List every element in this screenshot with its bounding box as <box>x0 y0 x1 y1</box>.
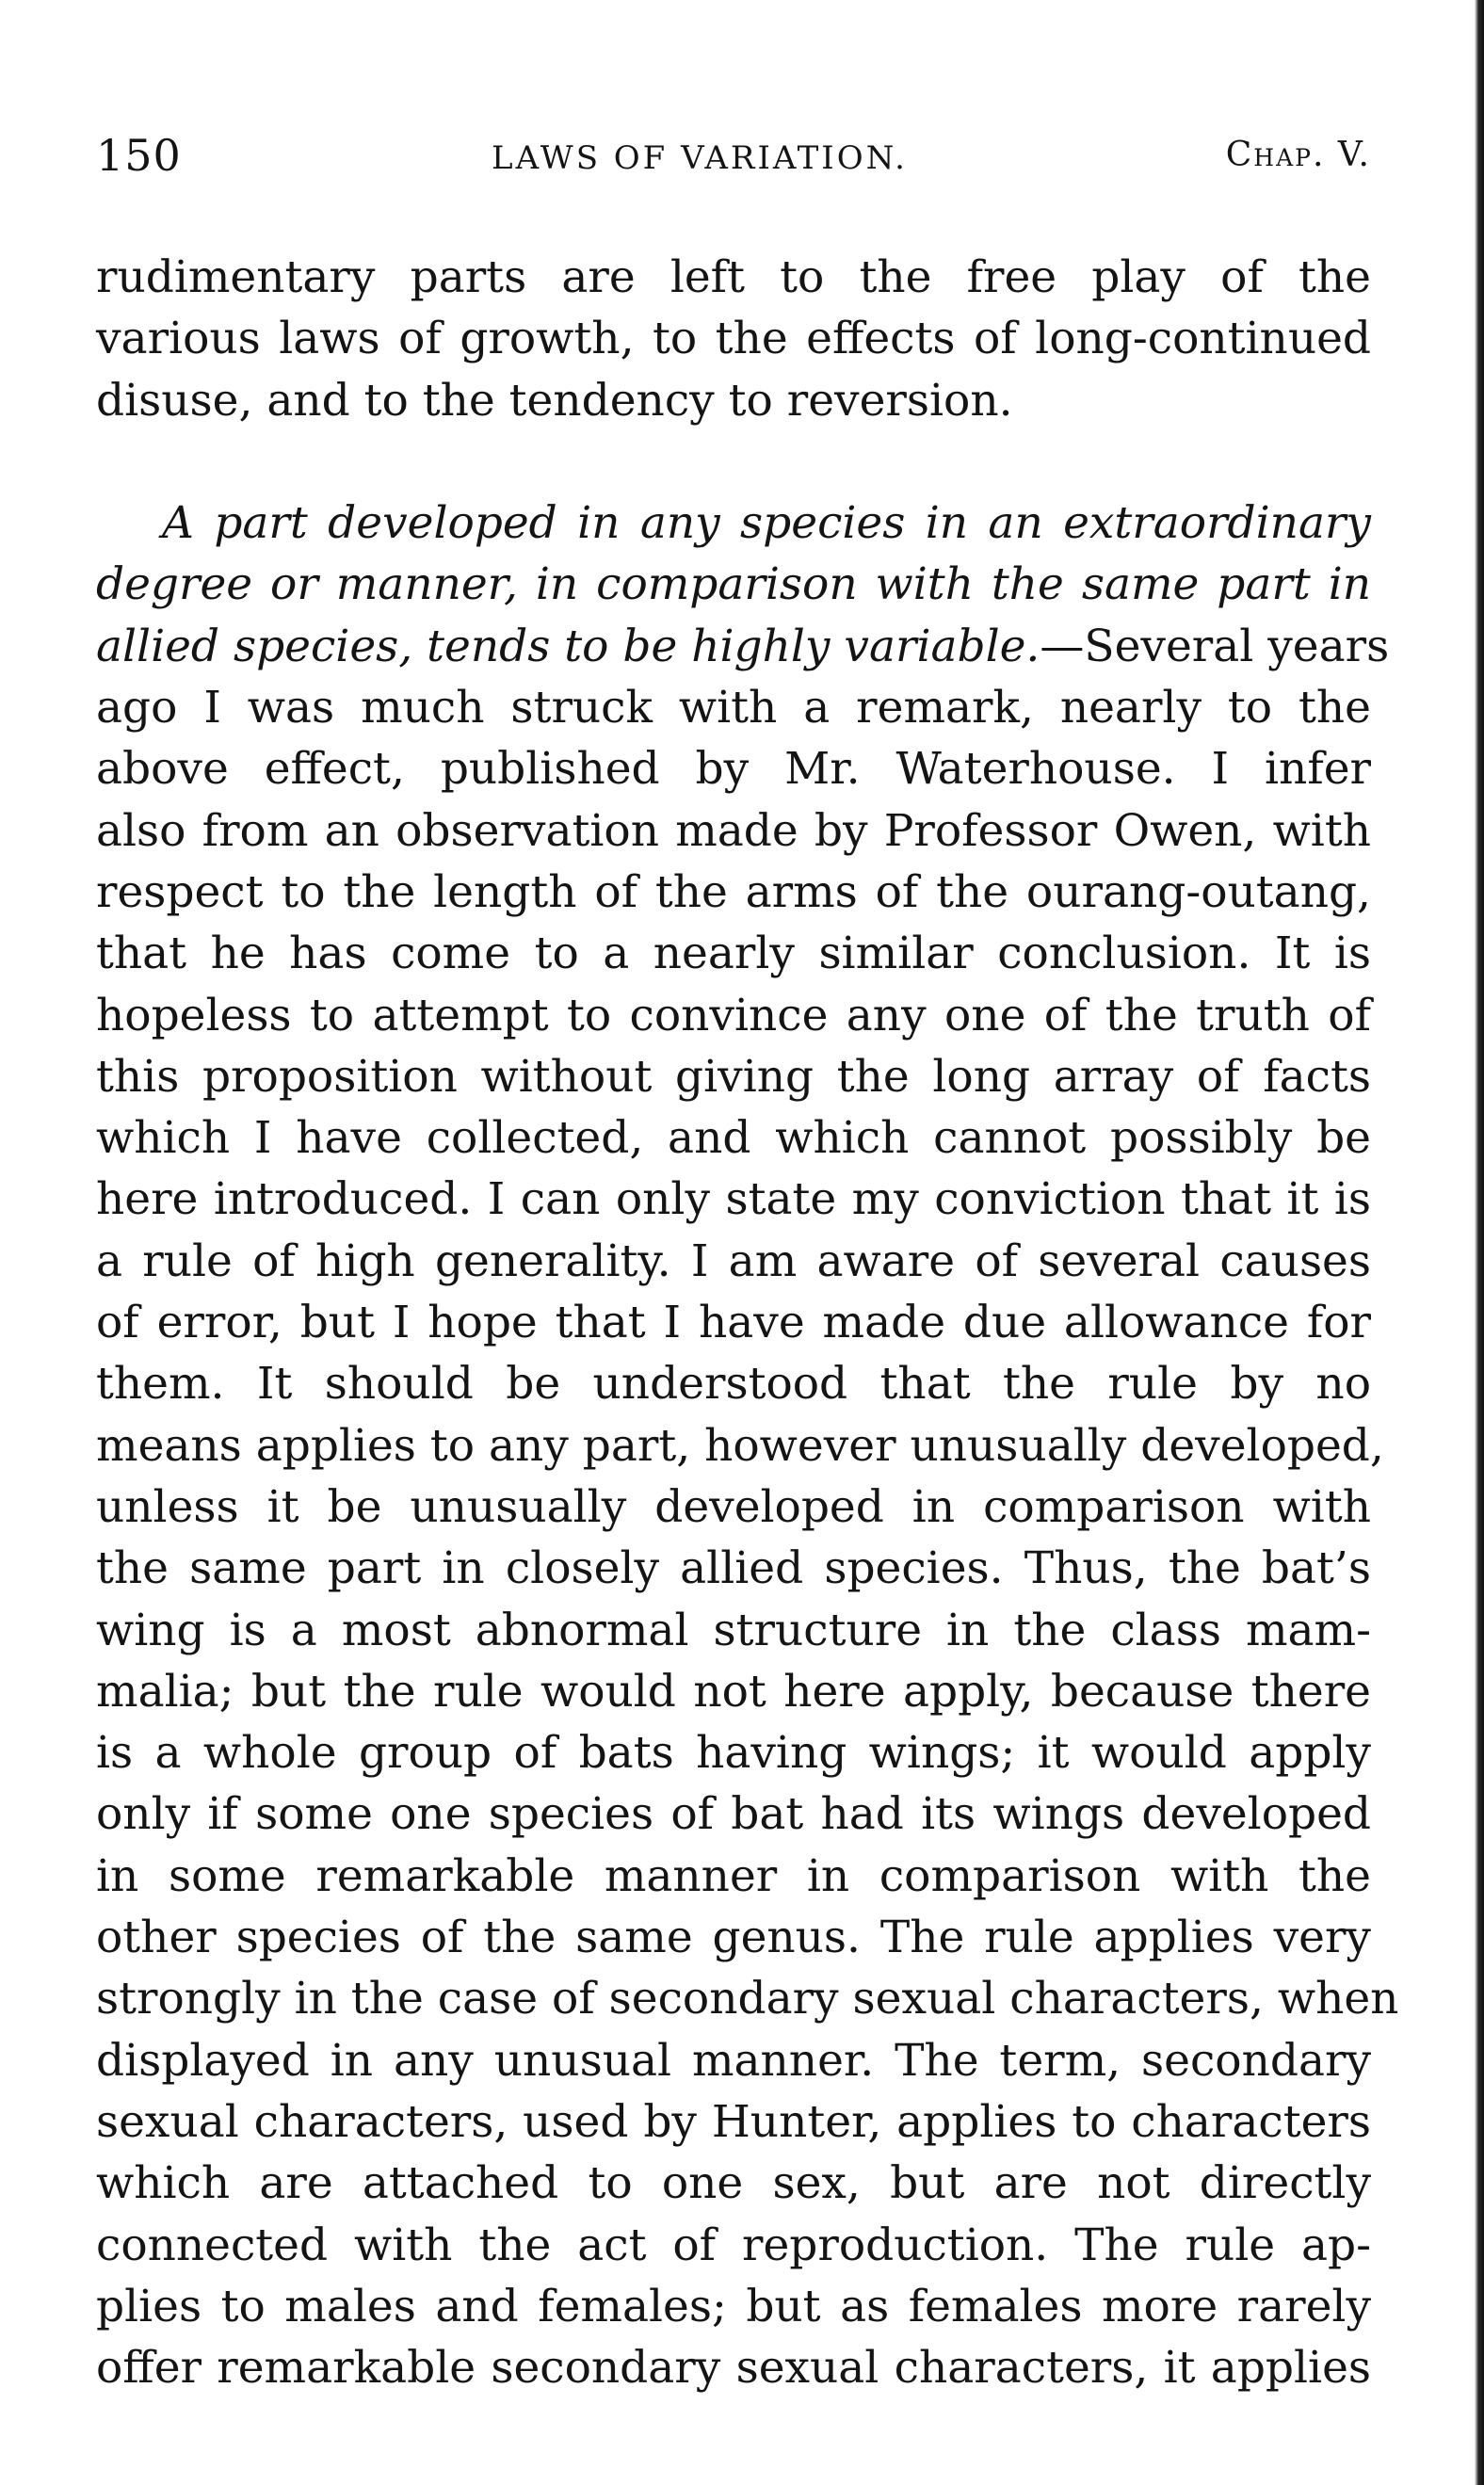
text-line: various laws of growth, to the effects of long-continued <box>96 313 1371 365</box>
text-line: ago I was much struck with a remark, nearly to the <box>96 682 1371 734</box>
paragraph-2-lines <box>96 677 1399 2398</box>
text-line: means applies to any part, however unusually developed, <box>96 1419 1384 1472</box>
text-line: which I have collected, and which cannot possibly be <box>96 1112 1371 1165</box>
running-title: LAWS OF VARIATION. <box>492 139 908 177</box>
text-line: sexual characters, used by Hunter, applies to characters <box>96 2095 1371 2148</box>
text-line: rudimentary parts are left to the free play of the <box>96 251 1371 303</box>
chapter-label: Chap. V. <box>1225 136 1371 174</box>
text-line: other species of the same genus. The rule applies very <box>96 1912 1371 1964</box>
text-line: them. It should be understood that the rule by no <box>96 1358 1371 1411</box>
italic-heading-end: allied species, tends to be highly variable. <box>96 620 1040 672</box>
page-number: 150 <box>96 130 182 181</box>
page-edge-shadow <box>1475 0 1484 2485</box>
text-line: strongly in the case of secondary sexual characters, when <box>96 1973 1399 2025</box>
text-line: unless it be unusually developed in comparison with <box>96 1480 1371 1533</box>
text-line: which are attached to one sex, but are not directly <box>96 2157 1371 2210</box>
text-line: that he has come to a nearly similar conclusion. It is <box>96 928 1371 980</box>
text-line: malia; but the rule would not here apply, because there <box>96 1665 1371 1718</box>
text-line: connected with the act of reproduction. The rule ap- <box>96 2219 1371 2271</box>
text-line: wing is a most abnormal structure in the class mam- <box>96 1604 1371 1656</box>
text-line: respect to the length of the arms of the ourang-outang, <box>96 865 1371 918</box>
italic-heading-line: A part developed in any species in an extraordinary <box>162 497 1371 550</box>
mixed-line <box>96 616 1390 677</box>
text-line: a rule of high generality. I am aware of several causes <box>96 1234 1371 1287</box>
text-line: displayed in any unusual manner. The term, secondary <box>96 2034 1371 2087</box>
text-line: only if some one species of bat had its wings developed <box>96 1788 1371 1841</box>
body-text <box>96 247 1399 2398</box>
text-line: disuse, and to the tendency to reversion. <box>96 374 1013 427</box>
paragraph-gap <box>96 431 1371 492</box>
paragraph-2 <box>96 492 1399 2398</box>
text-line: in some remarkable manner in comparison with the <box>96 1849 1371 1902</box>
text-line: plies to males and females; but as females more rarely <box>96 2280 1371 2332</box>
text-line: hopeless to attempt to convince any one of the truth of <box>96 989 1371 1041</box>
text-line: here introduced. I can only state my conviction that it is <box>96 1173 1371 1226</box>
text-line: of error, but I hope that I have made due allowance for <box>96 1297 1371 1349</box>
text-line: above effect, published by Mr. Waterhouse. I infer <box>96 743 1371 796</box>
roman-text: —Several years <box>1040 620 1390 672</box>
italic-heading-line: degree or manner, in comparison with the same part in <box>96 558 1371 611</box>
paragraph-1 <box>96 247 1371 431</box>
text-line: offer remarkable secondary sexual characters, it applies <box>96 2342 1371 2395</box>
running-header <box>96 130 1371 186</box>
text-line: this proposition without giving the long array of facts <box>96 1050 1371 1103</box>
text-line: is a whole group of bats having wings; it would apply <box>96 1727 1371 1780</box>
text-line: also from an observation made by Professor Owen, with <box>96 804 1371 857</box>
text-line: the same part in closely allied species. Thus, the bat’s <box>96 1542 1371 1595</box>
